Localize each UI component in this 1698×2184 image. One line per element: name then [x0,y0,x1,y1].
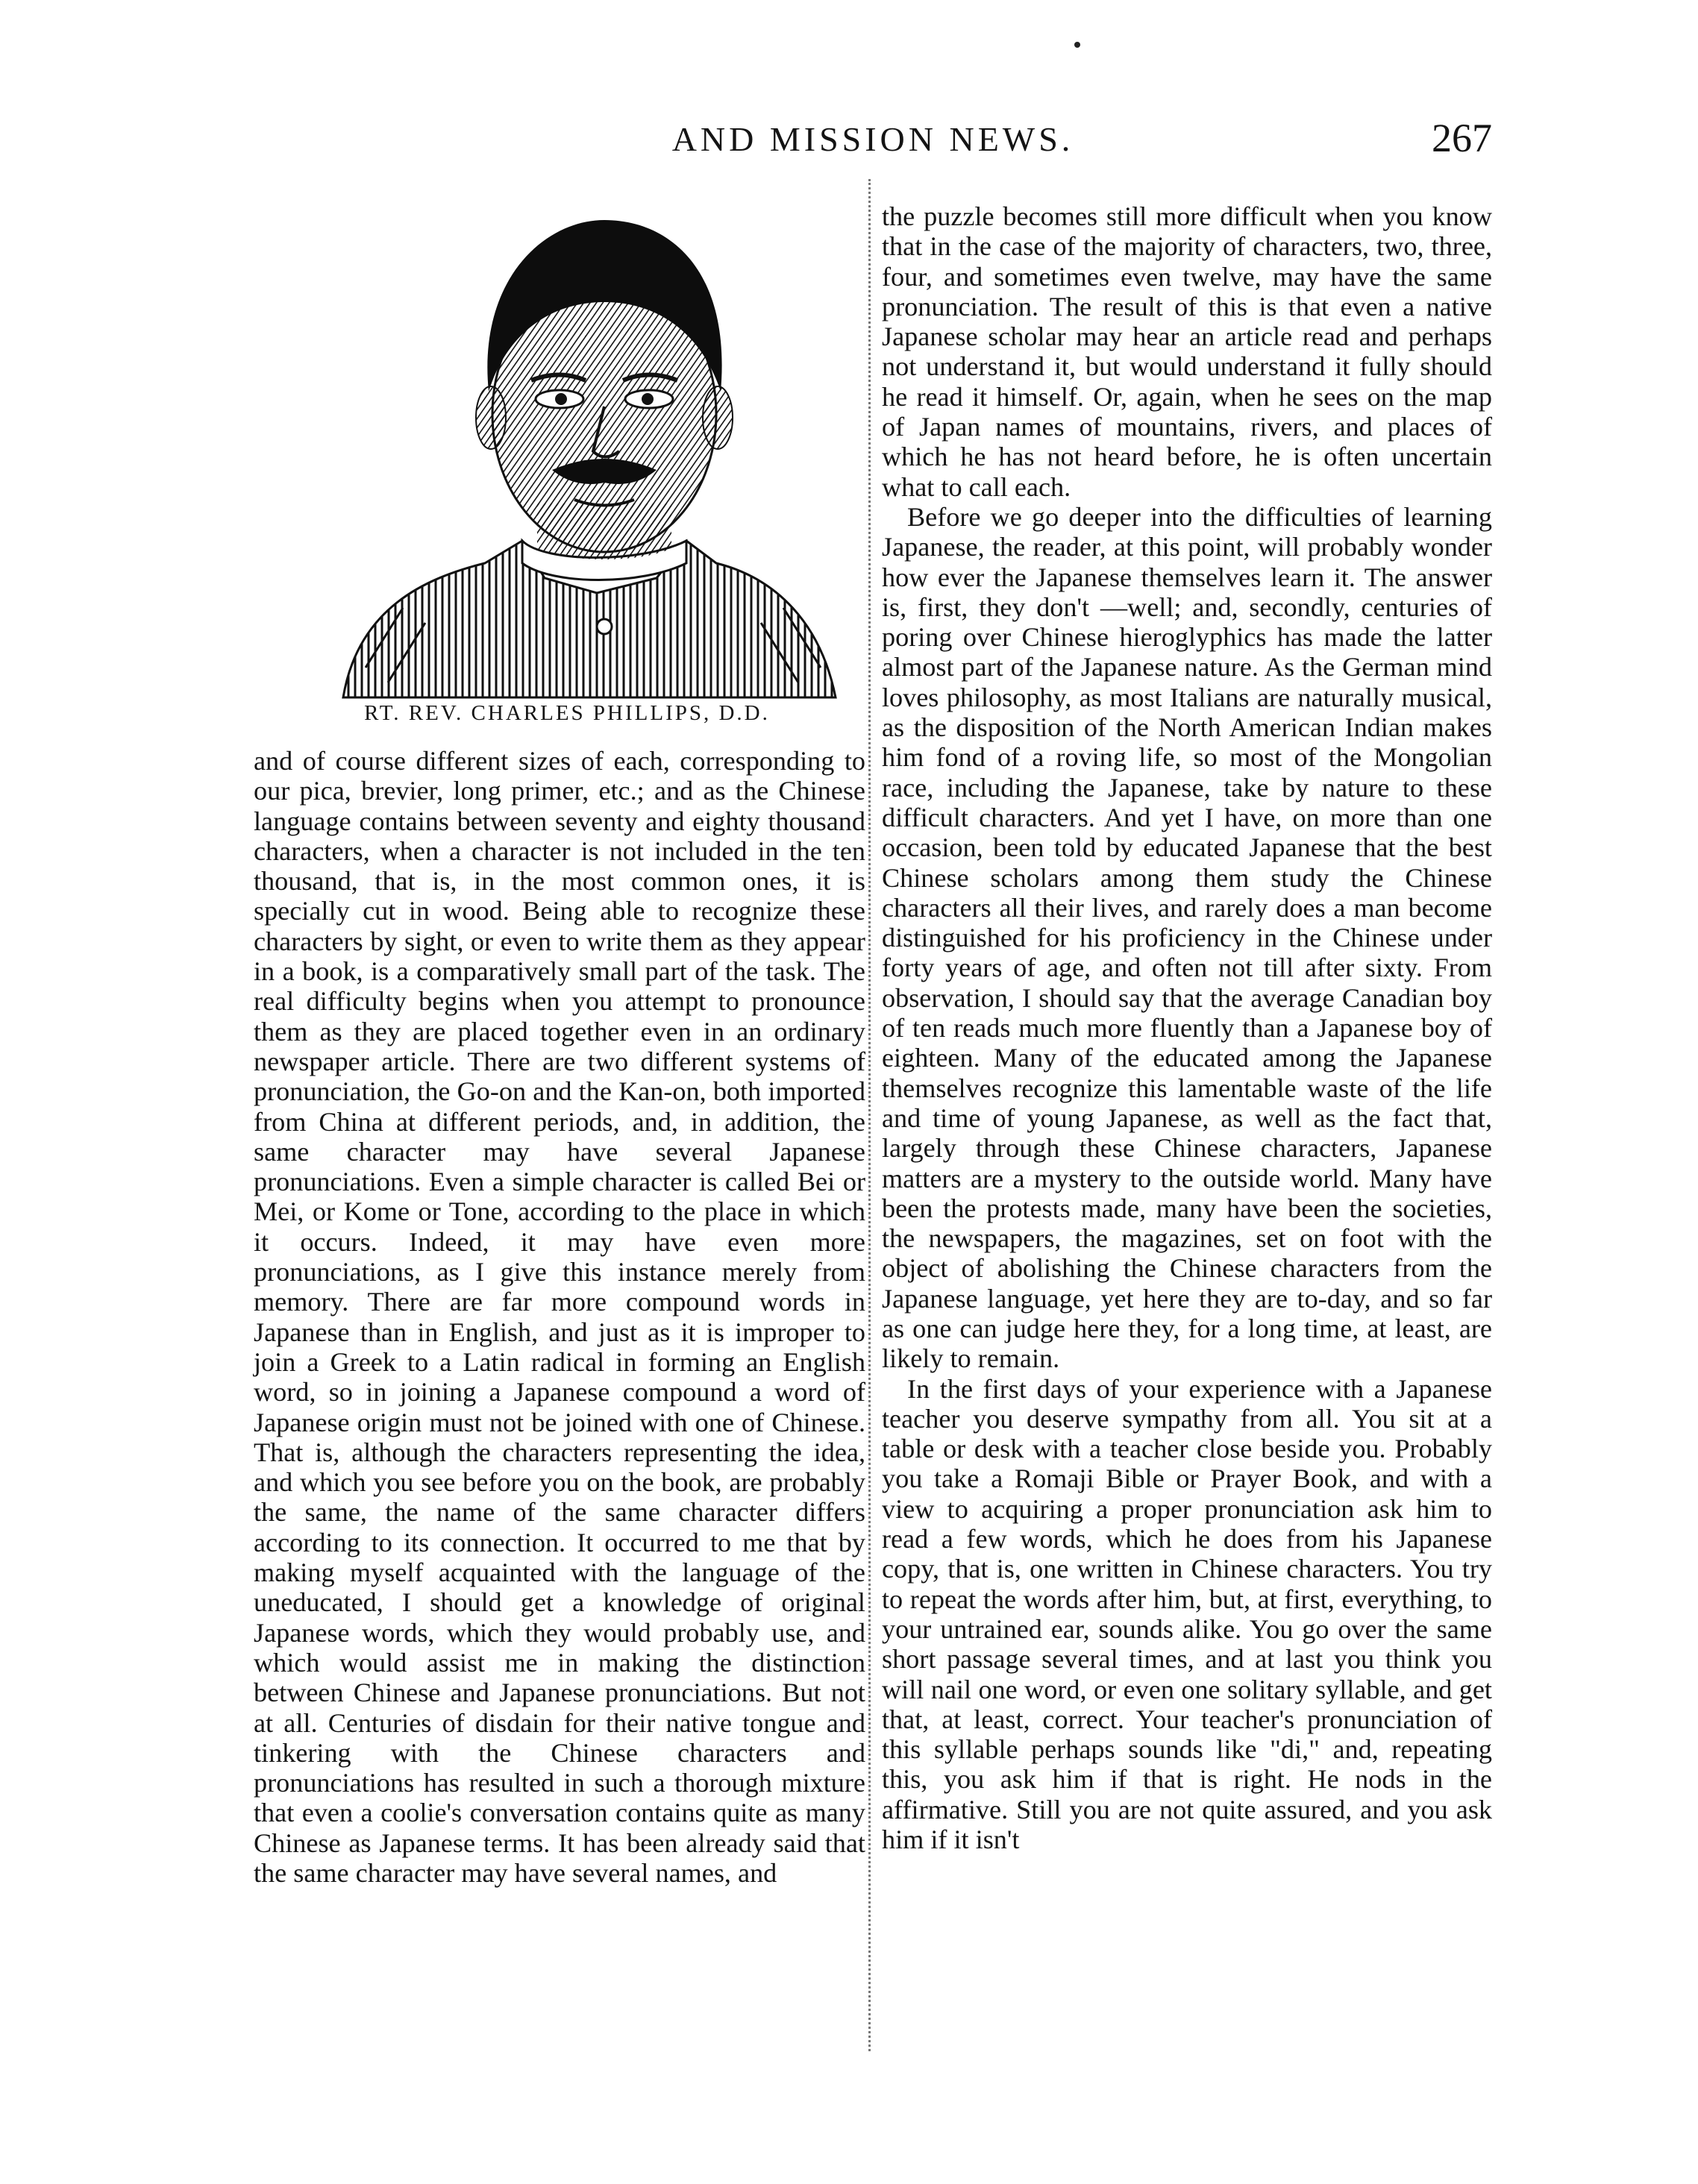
right-paragraph-3: In the first days of your experience with a Japanese teacher you deserve sympathy from all. You sit at a table or desk with a teacher close beside you. Probably you take a Romaji Bible or Prayer Book, and with a view to acquiring a proper pronunciation ask him to read a few words, which he does from his Japanese copy, that is, one written in Chinese characters. You try to repeat the words after him, but, at first, everything, to your untrained ear, sounds alike. You go over the same short passage several times, and at last you think you will nail one word, or even one solitary syllable, and get that, at least, correct. Your teacher's pronunciation of this syllable perhaps sounds like "di," and, repeating this, you ask him if that is right. He nods in the affirmative. Still you are not quite assured, and you ask him if it isn't [882,1373,1492,1855]
printer-mark [1074,42,1080,48]
right-column [882,201,1492,1854]
column-divider [868,179,871,2051]
left-column [254,746,865,1888]
page-header [254,116,1492,172]
right-paragraph-1: the puzzle becomes still more difficult when you know that in the case of the majority of characters, two, three, four, and sometimes even twelve, may have the same pronunciation. The result of this is that even a native Japanese scholar may hear an article read and perhaps not understand it, but would understand it fully should he read it himself. Or, again, when he sees on the map of Japan names of mountains, rivers, and places of which he has not heard before, he is often uncertain what to call each. [882,201,1492,502]
page-number: 267 [1432,116,1492,160]
portrait-engraving [298,190,880,727]
running-head: AND MISSION NEWS. [671,120,1074,158]
portrait-illustration [298,190,880,712]
left-paragraph-1: and of course different sizes of each, corresponding to our pica, brevier, long primer, etc.; and as the Chinese language contains between seventy and eighty thousand characters, when a character is not included in the ten thousand, that is, in the most common ones, it is specially cut in wood. Being able to recognize these characters by sight, or even to write them as they appear in a book, is a comparatively small part of the task. The real difficulty begins when you attempt to pronounce them as they are placed together even in an ordinary newspaper article. There are two different systems of pronunciation, the Go-on and the Kan-on, both imported from China at different periods, and, in addition, the same character may have several Japanese pronunciations. Even a simple character is called Bei or Mei, or Kome or Tone, according to the place in which it occurs. Indeed, it may have even more pronunciations, as I give this instance merely from memory. There are far more compound words in Japanese than in English, and just as it is improper to join a Greek to a Latin radical in forming an English word, so in joining a Japanese compound a word of Japanese origin must not be joined with one of Chinese. That is, although the characters representing the idea, and which you see before you on the book, are probably the same, the name of the same character differs according to its connection. It occurred to me that by making myself acquainted with the language of the uneducated, I should get a knowledge of original Japanese words, which they would probably use, and which would assist me in making the distinction between Chinese and Japanese pronunciations. But not at all. Centuries of disdain for their native tongue and tinkering with the Chinese characters and pronunciations has resulted in such a thorough mixture that even a coolie's conversation contains quite as many Chinese as Japanese terms. It has been already said that the same character may have several names, and [254,746,865,1888]
right-paragraph-2: Before we go deeper into the difficulties of learning Japanese, the reader, at this point, will probably wonder how ever the Japanese themselves learn it. The answer is, first, they don't —well; and, secondly, centuries of poring over Chinese hieroglyphics has made the latter almost part of the Japanese nature. As the German mind loves philosophy, as most Italians are naturally musical, as the disposition of the North American Indian makes him fond of a roving life, so most of the Mongolian race, including the Japanese, take by nature to these difficult characters. And yet I have, on more than one occasion, been told by educated Japanese that the best Chinese scholars among them study the Chinese characters all their lives, and rarely does a man become distinguished for his proficiency in the Chinese under forty years of age, and often not till after sixty. From observation, I should say that the average Canadian boy of ten reads much more fluently than a Japanese boy of eighteen. Many of the educated among the Japanese themselves recognize this lamentable waste of the life and time of young Japanese, as well as the fact that, largely through these Chinese characters, Japanese matters are a mystery to the outside world. Many have been the protests made, many have been the societies, the newspapers, the magazines, set on foot with the object of abolishing the Chinese characters from the Japanese language, yet here they are to-day, and so far as one can judge here they, for a long time, at least, are likely to remain. [882,501,1492,1374]
portrait-caption: RT. REV. CHARLES PHILLIPS, D.D. [364,701,770,725]
